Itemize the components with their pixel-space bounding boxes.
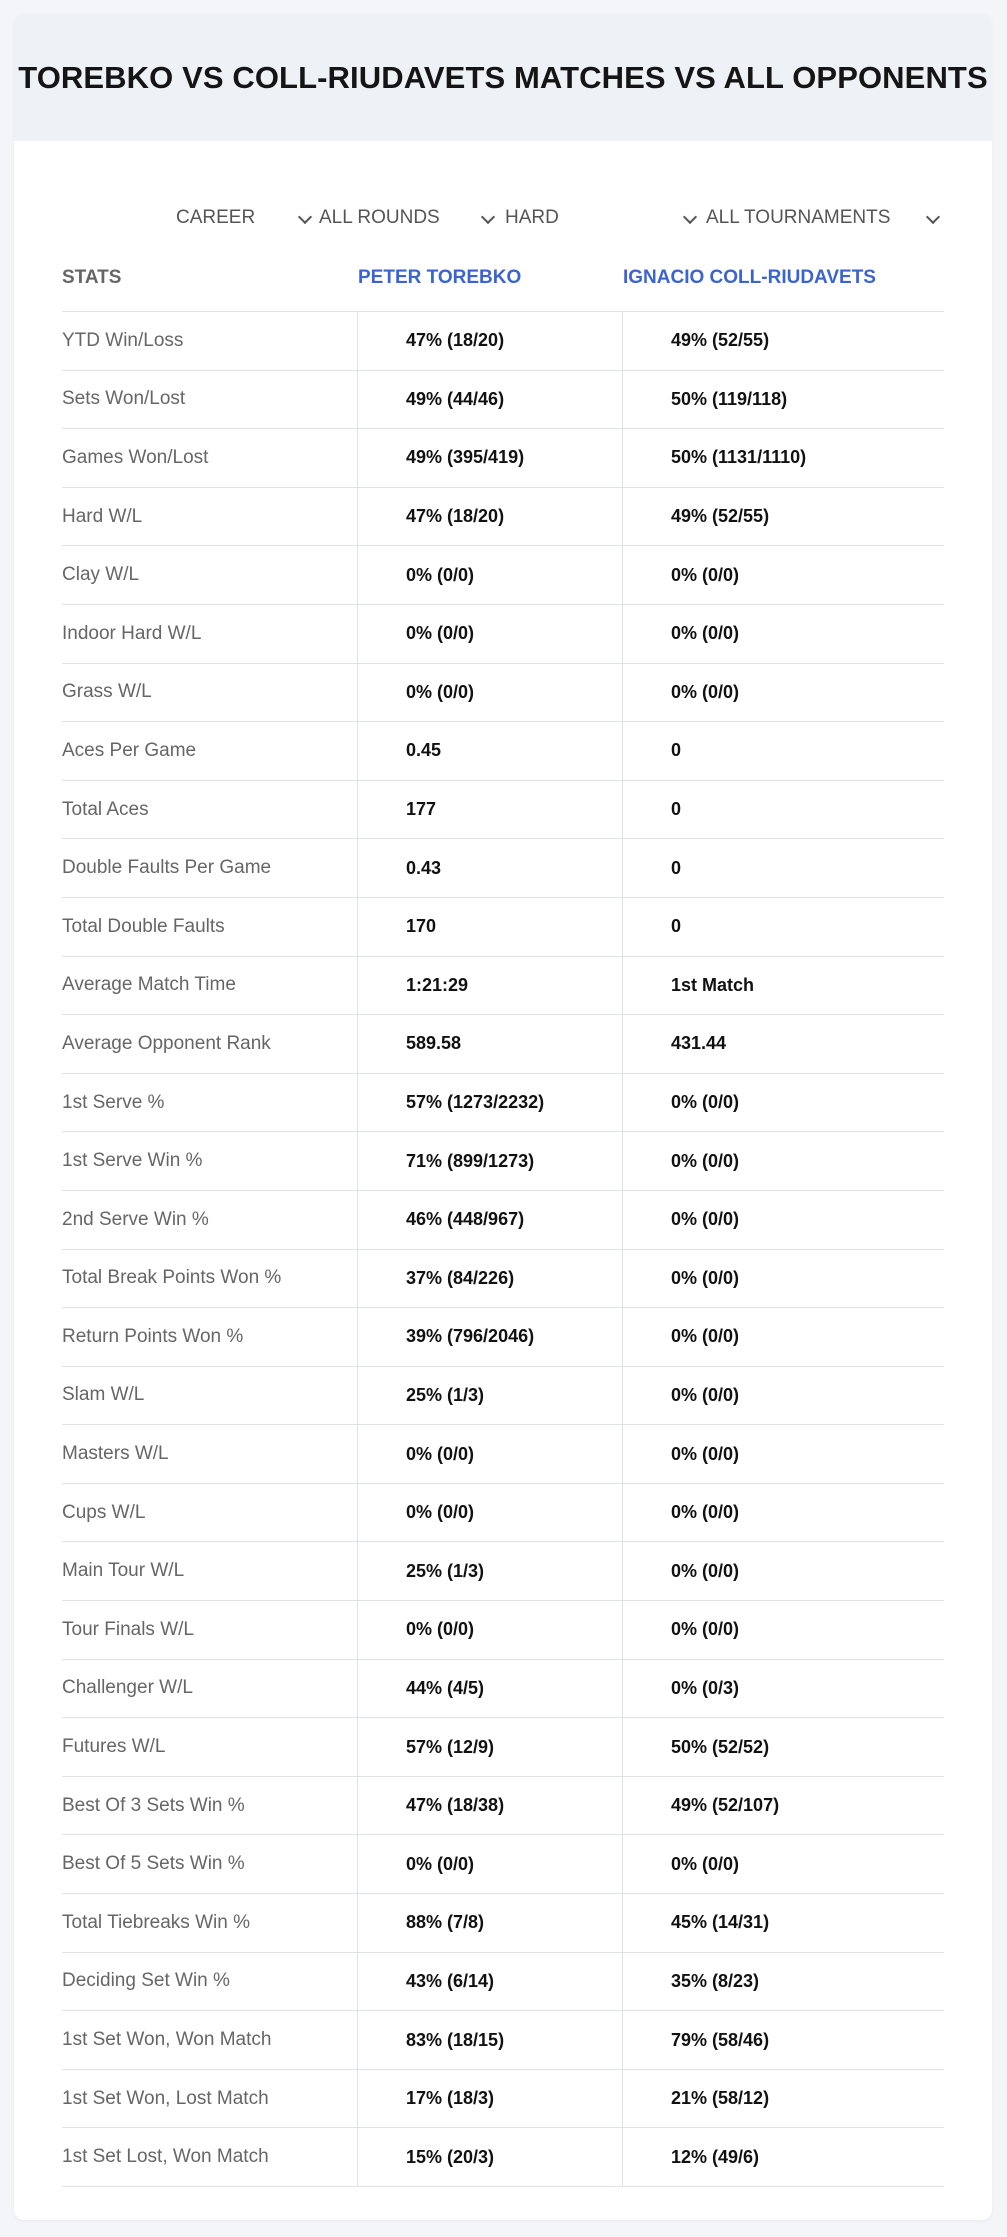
stat-label: Total Aces [62, 781, 358, 839]
stat-label: Average Match Time [62, 957, 358, 1015]
table-row [62, 546, 944, 605]
stat-label: 1st Serve Win % [62, 1132, 358, 1190]
tournaments-select[interactable] [706, 192, 940, 244]
player2-stat-value: 49% (52/107) [671, 1795, 780, 1816]
stat-label: Total Double Faults [62, 898, 358, 956]
player2-stat-value: 0 [671, 799, 682, 820]
stat-label: Sets Won/Lost [62, 371, 358, 429]
filter-bar [14, 192, 992, 244]
player2-stat-value: 0% (0/0) [671, 1092, 740, 1113]
table-row [62, 1484, 944, 1543]
player1-stat-value: 44% (4/5) [358, 1660, 623, 1718]
stat-label: Average Opponent Rank [62, 1015, 358, 1073]
player1-stat-value: 71% (899/1273) [358, 1132, 623, 1190]
stat-label: Indoor Hard W/L [62, 605, 358, 663]
player1-stat-value: 83% (18/15) [358, 2011, 623, 2069]
table-row [62, 898, 944, 957]
player1-stat-value: 49% (395/419) [358, 429, 623, 487]
table-row [62, 1835, 944, 1894]
stat-label: Games Won/Lost [62, 429, 358, 487]
player2-stat-value: 0% (0/0) [671, 1502, 740, 1523]
table-row [62, 1425, 944, 1484]
player1-stat-value: 47% (18/20) [358, 312, 623, 370]
player2-name-link[interactable]: IGNACIO COLL-RIUDAVETS [623, 266, 876, 288]
table-row [62, 722, 944, 781]
player2-stat-value: 0% (0/0) [671, 1560, 740, 1581]
table-row [62, 1660, 944, 1719]
player2-stat-value: 0 [671, 740, 682, 761]
stat-label: Masters W/L [62, 1425, 358, 1483]
stat-label: Slam W/L [62, 1367, 358, 1425]
column-header-stats: STATS [62, 266, 122, 288]
player2-stat-value: 0% (0/3) [671, 1677, 740, 1698]
player1-stat-value: 46% (448/967) [358, 1191, 623, 1249]
stat-label: Cups W/L [62, 1484, 358, 1542]
tournaments-select-value: ALL TOURNAMENTS [706, 207, 891, 228]
period-select-value: CAREER [176, 207, 256, 228]
stat-label: Return Points Won % [62, 1308, 358, 1366]
player2-stat-value: 0% (0/0) [671, 564, 740, 585]
player1-stat-value: 0% (0/0) [358, 1601, 623, 1659]
player2-stat-value: 0% (0/0) [671, 1853, 740, 1874]
stat-label: Best Of 3 Sets Win % [62, 1777, 358, 1835]
player1-stat-value: 0.43 [358, 839, 623, 897]
player1-stat-value: 0% (0/0) [358, 605, 623, 663]
table-row [62, 2128, 944, 2187]
stats-table [62, 244, 944, 2187]
period-select[interactable] [176, 192, 312, 244]
stat-label: Double Faults Per Game [62, 839, 358, 897]
table-row [62, 1777, 944, 1836]
table-body [62, 312, 944, 2187]
stat-label: 2nd Serve Win % [62, 1191, 358, 1249]
player2-stat-value: 0% (0/0) [671, 1384, 740, 1405]
chevron-down-icon [481, 211, 495, 225]
player2-stat-value: 79% (58/46) [671, 2029, 770, 2050]
table-row [62, 1250, 944, 1309]
page-title: TOREBKO VS COLL-RIUDAVETS MATCHES VS ALL OPPONENTS [18, 59, 988, 95]
player1-name-link[interactable]: PETER TOREBKO [358, 266, 522, 288]
player2-stat-value: 35% (8/23) [671, 1970, 760, 1991]
player1-stat-value: 49% (44/46) [358, 371, 623, 429]
player1-stat-value: 0% (0/0) [358, 546, 623, 604]
table-row [62, 1015, 944, 1074]
stat-label: Main Tour W/L [62, 1542, 358, 1600]
table-row [62, 371, 944, 430]
chevron-down-icon [683, 211, 697, 225]
stat-label: 1st Set Won, Lost Match [62, 2070, 358, 2128]
table-row [62, 312, 944, 371]
table-row [62, 1953, 944, 2012]
table-header [62, 244, 944, 312]
player2-stat-value: 0% (0/0) [671, 1209, 740, 1230]
player2-stat-value: 50% (119/118) [671, 388, 788, 409]
player2-stat-value: 45% (14/31) [671, 1912, 770, 1933]
surface-select[interactable] [505, 192, 697, 244]
stat-label: Challenger W/L [62, 1660, 358, 1718]
player1-stat-value: 0% (0/0) [358, 1484, 623, 1542]
player2-stat-value: 0% (0/0) [671, 623, 740, 644]
player2-stat-value: 0% (0/0) [671, 1267, 740, 1288]
player1-stat-value: 17% (18/3) [358, 2070, 623, 2128]
player1-stat-value: 57% (1273/2232) [358, 1074, 623, 1132]
table-row [62, 1894, 944, 1953]
player2-stat-value: 0% (0/0) [671, 681, 740, 702]
table-row [62, 1191, 944, 1250]
table-row [62, 1367, 944, 1426]
player1-stat-value: 39% (796/2046) [358, 1308, 623, 1366]
player2-stat-value: 0% (0/0) [671, 1150, 740, 1171]
player1-stat-value: 170 [358, 898, 623, 956]
stat-label: Hard W/L [62, 488, 358, 546]
table-row [62, 839, 944, 898]
player2-stat-value: 12% (49/6) [671, 2146, 760, 2167]
player2-stat-value: 0 [671, 857, 682, 878]
stat-label: Tour Finals W/L [62, 1601, 358, 1659]
stat-label: Total Break Points Won % [62, 1250, 358, 1308]
player2-stat-value: 49% (52/55) [671, 330, 770, 351]
table-row [62, 2070, 944, 2129]
stat-label: 1st Set Lost, Won Match [62, 2128, 358, 2186]
table-row [62, 1132, 944, 1191]
player2-stat-value: 49% (52/55) [671, 506, 770, 527]
player1-stat-value: 0% (0/0) [358, 1425, 623, 1483]
player1-stat-value: 0.45 [358, 722, 623, 780]
player1-stat-value: 15% (20/3) [358, 2128, 623, 2186]
player1-stat-value: 25% (1/3) [358, 1542, 623, 1600]
player2-stat-value: 0 [671, 916, 682, 937]
surface-select-value: HARD [505, 207, 559, 228]
table-row [62, 429, 944, 488]
player1-stat-value: 47% (18/38) [358, 1777, 623, 1835]
player1-stat-value: 47% (18/20) [358, 488, 623, 546]
player1-stat-value: 57% (12/9) [358, 1718, 623, 1776]
table-row [62, 1601, 944, 1660]
player1-stat-value: 0% (0/0) [358, 1835, 623, 1893]
stat-label: YTD Win/Loss [62, 312, 358, 370]
player1-stat-value: 25% (1/3) [358, 1367, 623, 1425]
stat-label: Grass W/L [62, 664, 358, 722]
table-row [62, 1308, 944, 1367]
card-header [14, 14, 992, 141]
table-row [62, 664, 944, 723]
stat-label: Total Tiebreaks Win % [62, 1894, 358, 1952]
table-row [62, 1542, 944, 1601]
player1-stat-value: 177 [358, 781, 623, 839]
rounds-select-value: ALL ROUNDS [319, 207, 440, 228]
player1-stat-value: 0% (0/0) [358, 664, 623, 722]
table-row [62, 957, 944, 1016]
chevron-down-icon [926, 211, 940, 225]
table-row [62, 605, 944, 664]
player2-stat-value: 1st Match [671, 974, 755, 995]
stat-label: 1st Serve % [62, 1074, 358, 1132]
player1-stat-value: 1:21:29 [358, 957, 623, 1015]
stat-label: Best Of 5 Sets Win % [62, 1835, 358, 1893]
stats-card [14, 14, 992, 2220]
player1-stat-value: 88% (7/8) [358, 1894, 623, 1952]
stat-label: Futures W/L [62, 1718, 358, 1776]
stat-label: Deciding Set Win % [62, 1953, 358, 2011]
rounds-select[interactable] [319, 192, 495, 244]
player2-stat-value: 21% (58/12) [671, 2088, 770, 2109]
player2-stat-value: 0% (0/0) [671, 1619, 740, 1640]
table-row [62, 1074, 944, 1133]
stat-label: Clay W/L [62, 546, 358, 604]
player1-stat-value: 43% (6/14) [358, 1953, 623, 2011]
player2-stat-value: 0% (0/0) [671, 1443, 740, 1464]
table-row [62, 1718, 944, 1777]
player2-stat-value: 0% (0/0) [671, 1326, 740, 1347]
player2-stat-value: 50% (52/52) [671, 1736, 770, 1757]
table-row [62, 2011, 944, 2070]
player2-stat-value: 431.44 [671, 1033, 727, 1054]
player2-stat-value: 50% (1131/1110) [671, 447, 807, 468]
chevron-down-icon [298, 211, 312, 225]
player1-stat-value: 37% (84/226) [358, 1250, 623, 1308]
player1-stat-value: 589.58 [358, 1015, 623, 1073]
table-row [62, 781, 944, 840]
stat-label: 1st Set Won, Won Match [62, 2011, 358, 2069]
stat-label: Aces Per Game [62, 722, 358, 780]
table-row [62, 488, 944, 547]
